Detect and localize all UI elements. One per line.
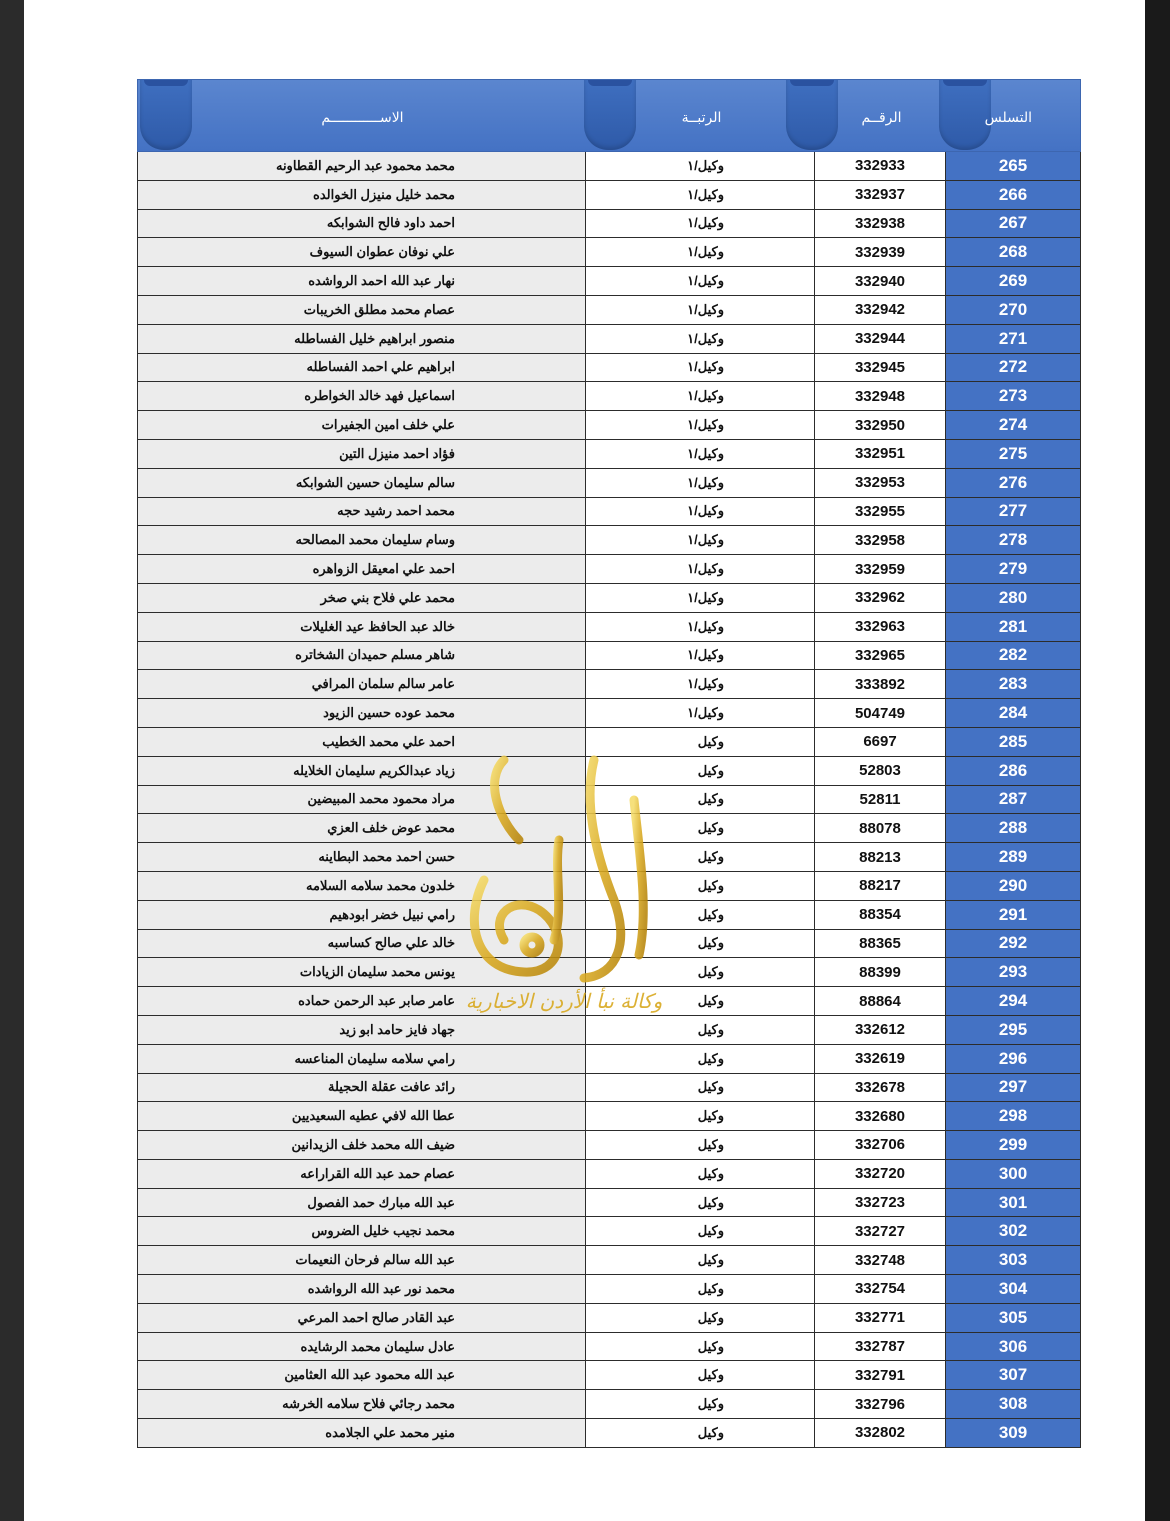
number-cell: 332963 [815,613,946,641]
number-cell: 332619 [815,1045,946,1073]
seq-cell: 306 [946,1333,1081,1361]
table-row [137,181,1081,210]
rank-cell: وكيل [586,1131,815,1159]
rank-cell: وكيل [586,987,815,1015]
rank-cell: وكيل [586,958,815,986]
number-cell: 332720 [815,1160,946,1188]
seq-cell: 305 [946,1304,1081,1332]
number-cell: 332944 [815,325,946,353]
document-page [24,0,1145,1521]
name-cell: محمد علي فلاح بني صخر [137,584,586,612]
rank-cell: وكيل/١ [586,670,815,698]
rank-cell: وكيل/١ [586,699,815,727]
seq-cell: 302 [946,1217,1081,1245]
table-row [137,1419,1081,1448]
rank-cell: وكيل [586,1160,815,1188]
seq-cell: 276 [946,469,1081,497]
number-cell: 504749 [815,699,946,727]
rank-cell: وكيل/١ [586,555,815,583]
number-cell: 332937 [815,181,946,209]
table-row [137,498,1081,527]
name-cell: احمد علي محمد الخطيب [137,728,586,756]
name-cell: شاهر مسلم حميدان الشخاتره [137,642,586,670]
seq-cell: 307 [946,1361,1081,1389]
rank-cell: وكيل [586,1189,815,1217]
name-cell: ضيف الله محمد خلف الزيدانين [137,1131,586,1159]
table-row [137,354,1081,383]
rank-cell: وكيل [586,814,815,842]
rank-cell: وكيل/١ [586,584,815,612]
seq-cell: 278 [946,526,1081,554]
table-row [137,1390,1081,1419]
seq-cell: 277 [946,498,1081,526]
rank-cell: وكيل [586,728,815,756]
table-body [137,152,1081,1448]
name-cell: عصام حمد عبد الله القراراعه [137,1160,586,1188]
seq-cell: 301 [946,1189,1081,1217]
number-cell: 332802 [815,1419,946,1447]
number-cell: 332939 [815,238,946,266]
number-cell: 332796 [815,1390,946,1418]
number-cell: 88864 [815,987,946,1015]
number-cell: 332612 [815,1016,946,1044]
seq-cell: 273 [946,382,1081,410]
name-cell: وسام سليمان محمد المصالحه [137,526,586,554]
rank-cell: وكيل [586,843,815,871]
seq-cell: 294 [946,987,1081,1015]
rank-cell: وكيل/١ [586,267,815,295]
table-row [137,843,1081,872]
number-cell: 332727 [815,1217,946,1245]
seq-cell: 298 [946,1102,1081,1130]
watermark-text: وكالة نبأ الأردن الاخبارية [465,989,663,1013]
table-row [137,670,1081,699]
rank-cell: وكيل [586,1361,815,1389]
number-cell: 88078 [815,814,946,842]
name-cell: محمد نور عبد الله الرواشده [137,1275,586,1303]
table-row [137,1016,1081,1045]
number-cell: 6697 [815,728,946,756]
seq-cell: 268 [946,238,1081,266]
name-cell: محمد عوض خلف العزي [137,814,586,842]
number-cell: 332678 [815,1074,946,1102]
rank-cell: وكيل/١ [586,238,815,266]
table-row [137,1361,1081,1390]
number-cell: 332965 [815,642,946,670]
seq-cell: 293 [946,958,1081,986]
header-number: الرقــم [861,110,902,126]
name-cell: يونس محمد سليمان الزيادات [137,958,586,986]
personnel-table [137,79,1081,1448]
rank-cell: وكيل [586,1246,815,1274]
number-cell: 332958 [815,526,946,554]
table-row [137,814,1081,843]
name-cell: عامر صابر عبد الرحمن حماده [137,987,586,1015]
name-cell: علي خلف امين الجفيرات [137,411,586,439]
rank-cell: وكيل/١ [586,642,815,670]
name-cell: خالد عبد الحافظ عيد الغليلات [137,613,586,641]
seq-cell: 287 [946,786,1081,814]
seq-cell: 279 [946,555,1081,583]
seq-cell: 271 [946,325,1081,353]
table-row [137,440,1081,469]
table-row [137,613,1081,642]
number-cell: 52811 [815,786,946,814]
name-cell: عصام محمد مطلق الخريبات [137,296,586,324]
seq-cell: 297 [946,1074,1081,1102]
table-row [137,1102,1081,1131]
header-seq: التسلس [984,110,1032,126]
table-row [137,382,1081,411]
name-cell: عامر سالم سلمان المرافي [137,670,586,698]
table-row [137,238,1081,267]
seq-cell: 288 [946,814,1081,842]
seq-cell: 267 [946,210,1081,238]
rank-cell: وكيل/١ [586,152,815,180]
header-rank: الرتبــة [681,110,722,126]
table-row [137,296,1081,325]
name-cell: محمد نجيب خليل الضروس [137,1217,586,1245]
number-cell: 332950 [815,411,946,439]
name-cell: حسن احمد محمد البطاينه [137,843,586,871]
number-cell: 332748 [815,1246,946,1274]
name-cell: عبد الله مبارك حمد الفصول [137,1189,586,1217]
table-row [137,1045,1081,1074]
name-cell: نهار عبد الله احمد الرواشده [137,267,586,295]
number-cell: 332959 [815,555,946,583]
name-cell: محمد عوده حسين الزيود [137,699,586,727]
seq-cell: 269 [946,267,1081,295]
table-row [137,642,1081,671]
number-cell: 332706 [815,1131,946,1159]
table-row [137,411,1081,440]
table-row [137,901,1081,930]
table-row [137,526,1081,555]
seq-cell: 270 [946,296,1081,324]
seq-cell: 280 [946,584,1081,612]
seq-cell: 295 [946,1016,1081,1044]
table-row [137,1246,1081,1275]
table-row [137,872,1081,901]
rank-cell: وكيل/١ [586,613,815,641]
rank-cell: وكيل [586,1333,815,1361]
number-cell: 88213 [815,843,946,871]
seq-cell: 291 [946,901,1081,929]
rank-cell: وكيل [586,1217,815,1245]
name-cell: عادل سليمان محمد الرشايده [137,1333,586,1361]
table-row [137,958,1081,987]
seq-cell: 304 [946,1275,1081,1303]
number-cell: 332945 [815,354,946,382]
number-cell: 332771 [815,1304,946,1332]
name-cell: اسماعيل فهد خالد الخواطره [137,382,586,410]
name-cell: خالد علي صالح كساسبه [137,930,586,958]
table-row [137,1074,1081,1103]
seq-cell: 299 [946,1131,1081,1159]
number-cell: 88365 [815,930,946,958]
name-cell: رائد عافت عقلة الحجيلة [137,1074,586,1102]
table-row [137,469,1081,498]
rank-cell: وكيل/١ [586,469,815,497]
table-header [137,79,1081,152]
table-row [137,210,1081,239]
seq-cell: 282 [946,642,1081,670]
seq-cell: 275 [946,440,1081,468]
seq-cell: 303 [946,1246,1081,1274]
rank-cell: وكيل/١ [586,411,815,439]
number-cell: 332754 [815,1275,946,1303]
number-cell: 88399 [815,958,946,986]
name-cell: مراد محمود محمد المبيضين [137,786,586,814]
rank-cell: وكيل [586,1016,815,1044]
number-cell: 333892 [815,670,946,698]
seq-cell: 309 [946,1419,1081,1447]
name-cell: ابراهيم علي احمد الفساطله [137,354,586,382]
name-cell: منصور ابراهيم خليل الفساطله [137,325,586,353]
rank-cell: وكيل/١ [586,181,815,209]
seq-cell: 296 [946,1045,1081,1073]
seq-cell: 272 [946,354,1081,382]
seq-cell: 300 [946,1160,1081,1188]
table-row [137,699,1081,728]
seq-cell: 274 [946,411,1081,439]
table-row [137,1217,1081,1246]
seq-cell: 290 [946,872,1081,900]
table-row [137,930,1081,959]
rank-cell: وكيل [586,930,815,958]
header-name: الاســــــــــــم [321,110,404,126]
number-cell: 332962 [815,584,946,612]
table-row [137,1275,1081,1304]
name-cell: زياد عبدالكريم سليمان الخلايله [137,757,586,785]
number-cell: 88354 [815,901,946,929]
number-cell: 332951 [815,440,946,468]
name-cell: محمد رجائي فلاح سلامه الخرشه [137,1390,586,1418]
rank-cell: وكيل [586,1074,815,1102]
table-row [137,757,1081,786]
rank-cell: وكيل [586,901,815,929]
name-cell: عطا الله لافي عطيه السعيديين [137,1102,586,1130]
number-cell: 88217 [815,872,946,900]
rank-cell: وكيل [586,1390,815,1418]
table-row [137,584,1081,613]
table-row [137,786,1081,815]
seq-cell: 285 [946,728,1081,756]
table-row [137,325,1081,354]
rank-cell: وكيل [586,1419,815,1447]
name-cell: علي نوفان عطوان السيوف [137,238,586,266]
seq-cell: 266 [946,181,1081,209]
name-cell: رامي سلامه سليمان المناعسه [137,1045,586,1073]
table-row [137,1160,1081,1189]
rank-cell: وكيل [586,1045,815,1073]
seq-cell: 265 [946,152,1081,180]
name-cell: جهاد فايز حامد ابو زيد [137,1016,586,1044]
seq-cell: 281 [946,613,1081,641]
number-cell: 52803 [815,757,946,785]
table-row [137,987,1081,1016]
table-row [137,1304,1081,1333]
rank-cell: وكيل/١ [586,526,815,554]
table-row [137,152,1081,181]
name-cell: رامي نبيل خضر ابودهيم [137,901,586,929]
rank-cell: وكيل/١ [586,354,815,382]
name-cell: فؤاد احمد منيزل التين [137,440,586,468]
viewer-edge [1145,0,1170,1521]
rank-cell: وكيل [586,786,815,814]
number-cell: 332680 [815,1102,946,1130]
rank-cell: وكيل [586,1304,815,1332]
number-cell: 332787 [815,1333,946,1361]
rank-cell: وكيل/١ [586,440,815,468]
name-cell: محمد محمود عبد الرحيم القطاونه [137,152,586,180]
name-cell: منير محمد علي الجلامده [137,1419,586,1447]
seq-cell: 292 [946,930,1081,958]
rank-cell: وكيل [586,872,815,900]
rank-cell: وكيل [586,757,815,785]
name-cell: احمد داود فالح الشوابكه [137,210,586,238]
rank-cell: وكيل [586,1102,815,1130]
number-cell: 332791 [815,1361,946,1389]
rank-cell: وكيل/١ [586,325,815,353]
table-row [137,1189,1081,1218]
seq-cell: 284 [946,699,1081,727]
number-cell: 332955 [815,498,946,526]
name-cell: احمد علي امعيقل الزواهره [137,555,586,583]
table-row [137,1333,1081,1362]
number-cell: 332723 [815,1189,946,1217]
rank-cell: وكيل/١ [586,498,815,526]
name-cell: خلدون محمد سلامه السلامه [137,872,586,900]
seq-cell: 286 [946,757,1081,785]
name-cell: محمد خليل منيزل الخوالده [137,181,586,209]
rank-cell: وكيل/١ [586,382,815,410]
number-cell: 332940 [815,267,946,295]
rank-cell: وكيل/١ [586,210,815,238]
table-row [137,267,1081,296]
number-cell: 332948 [815,382,946,410]
table-row [137,555,1081,584]
seq-cell: 289 [946,843,1081,871]
seq-cell: 308 [946,1390,1081,1418]
name-cell: محمد احمد رشيد حجه [137,498,586,526]
seq-cell: 283 [946,670,1081,698]
rank-cell: وكيل [586,1275,815,1303]
name-cell: سالم سليمان حسين الشوابكه [137,469,586,497]
number-cell: 332953 [815,469,946,497]
name-cell: عبد الله محمود عبد الله العثامين [137,1361,586,1389]
table-row [137,728,1081,757]
number-cell: 332938 [815,210,946,238]
number-cell: 332942 [815,296,946,324]
number-cell: 332933 [815,152,946,180]
table-row [137,1131,1081,1160]
name-cell: عبد الله سالم فرحان النعيمات [137,1246,586,1274]
rank-cell: وكيل/١ [586,296,815,324]
name-cell: عبد القادر صالح احمد المرعي [137,1304,586,1332]
